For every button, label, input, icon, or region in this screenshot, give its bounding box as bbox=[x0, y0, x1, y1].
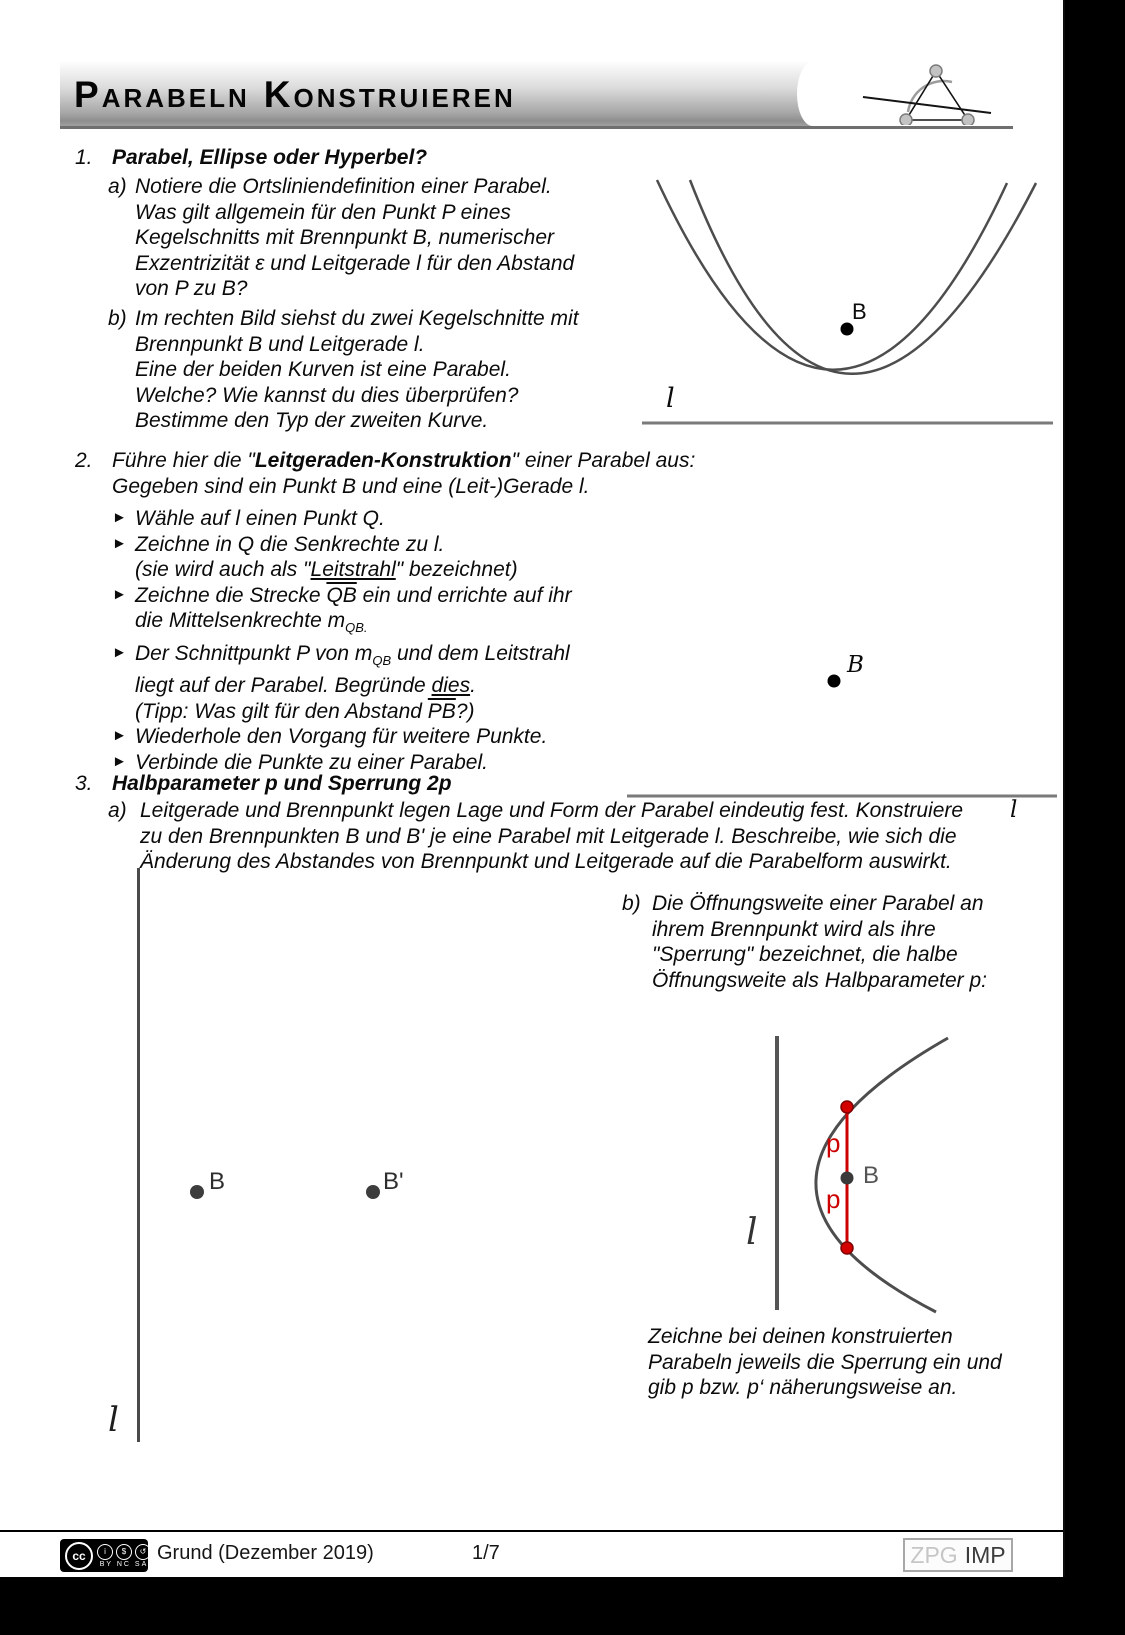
task-1a-line: Kegelschnitts mit Brennpunkt B, numerischer bbox=[135, 226, 555, 249]
task-3b-note bbox=[648, 1324, 1002, 1401]
subscript-qb: QB bbox=[372, 652, 392, 668]
task-1b-label: b) bbox=[108, 307, 127, 330]
task-1b-line: Eine der beiden Kurven ist eine Parabel. bbox=[135, 358, 511, 381]
section-3-number: 3. bbox=[75, 772, 93, 795]
task-3a-line: zu den Brennpunkten B und B' je eine Parabel mit Leitgerade l. Beschreibe, wie sich die bbox=[140, 824, 957, 848]
task-3b bbox=[622, 891, 987, 993]
bullet-item bbox=[112, 532, 572, 583]
bullet-text: Zeichne in Q die Senkrechte zu l. bbox=[135, 532, 445, 556]
footer-credit: Grund (Dezember 2019) bbox=[157, 1542, 374, 1564]
imp-triangle-logo-icon bbox=[851, 63, 1001, 125]
bullet-text-part: (Tipp: Was gilt für den Abstand bbox=[135, 699, 428, 723]
task-1a-label: a) bbox=[108, 175, 127, 198]
bullet-text bbox=[135, 699, 572, 725]
section-1-heading bbox=[75, 145, 427, 171]
bullet-text-part: Zeichne die Strecke bbox=[135, 583, 327, 607]
subscript-qb: QB. bbox=[345, 620, 368, 636]
bullet-text bbox=[135, 557, 572, 583]
cc-dollar-slash-icon: $ bbox=[116, 1544, 132, 1560]
note-line: Zeichne bei deinen konstruierten bbox=[648, 1325, 953, 1348]
title-initial-2: K bbox=[263, 74, 294, 115]
section-2-intro-2: Gegeben sind ein Punkt B und eine (Leit-)Gerade l. bbox=[112, 474, 590, 498]
bullet-text-part: die Mittelsenkrechte m bbox=[135, 609, 346, 632]
bullet-text-part: Der Schnittpunkt P von m bbox=[135, 641, 373, 665]
section-2-number: 2. bbox=[75, 449, 93, 472]
title-word-2: ONSTRUIEREN bbox=[293, 83, 516, 113]
fig4-b-label: B bbox=[863, 1162, 880, 1189]
task-3b-line: Die Öffnungsweite einer Parabel an bbox=[652, 892, 984, 915]
bullet-icon: ► bbox=[112, 643, 127, 661]
segment-qb-notation: $\overline{QB}$ bbox=[326, 583, 357, 607]
bullet-text bbox=[135, 673, 572, 699]
focus-point-b-prime bbox=[366, 1185, 380, 1199]
bullet-text: Wähle auf l einen Punkt Q. bbox=[135, 507, 385, 530]
section-2-intro-pre: Führe hier die " bbox=[112, 449, 255, 472]
task-3b-line: ihrem Brennpunkt wird als ihre bbox=[652, 917, 936, 941]
focus-point-b bbox=[828, 675, 841, 688]
section-1-number: 1. bbox=[75, 146, 93, 169]
halbparameter-p-upper-label: p bbox=[826, 1128, 841, 1158]
bullet-item bbox=[112, 506, 572, 532]
note-line: gib p bzw. p‘ näherungsweise an. bbox=[648, 1376, 958, 1399]
bullet-icon: ► bbox=[112, 727, 127, 745]
imp-label: IMP bbox=[964, 1541, 1006, 1568]
bullet-text-part: (sie wird auch als " bbox=[135, 558, 311, 581]
bullet-text bbox=[135, 583, 572, 609]
sperrung-endpoint-top bbox=[841, 1101, 853, 1113]
task-3b-line: Öffnungsweite als Halbparameter p: bbox=[652, 968, 988, 992]
focus-point-b bbox=[190, 1185, 204, 1199]
bullet-text bbox=[135, 608, 572, 641]
section-2-bullets bbox=[112, 506, 572, 775]
construction-figure bbox=[600, 630, 1060, 820]
sperrung-endpoint-bottom bbox=[841, 1242, 853, 1254]
underlined-term: Leitstrahl bbox=[310, 558, 396, 581]
fig3-b-prime-label: B' bbox=[383, 1168, 404, 1195]
task-3a-line: Änderung des Abstandes von Brennpunkt und Leitgerade auf die Parabelform auswirkt. bbox=[140, 850, 952, 873]
task-1a-line: Exzentrizität ε und Leitgerade l für den Abstand bbox=[135, 251, 575, 275]
page-footer bbox=[0, 1530, 1063, 1577]
focus-point-b bbox=[841, 1172, 854, 1185]
directrix-line-vertical bbox=[137, 868, 140, 1442]
task-1b-line: Brennpunkt B und Leitgerade l. bbox=[135, 332, 425, 356]
underlined-term: dies bbox=[431, 674, 471, 698]
bullet-icon: ► bbox=[112, 752, 127, 770]
fig3-b-label: B bbox=[209, 1168, 226, 1195]
sperrung-figure bbox=[680, 1020, 1000, 1320]
section-2-intro-post: " einer Parabel aus: bbox=[511, 449, 696, 472]
second-conic-curve bbox=[690, 180, 1036, 374]
bullet-icon: ► bbox=[112, 534, 127, 552]
fig4-directrix-label: l bbox=[746, 1212, 758, 1253]
cc-icon: cc bbox=[65, 1542, 93, 1570]
note-line: Parabeln jeweils die Sperrung ein und bbox=[648, 1350, 1002, 1374]
task-1a-line: Was gilt allgemein für den Punkt P eines bbox=[135, 200, 511, 224]
logo-area bbox=[797, 62, 1013, 126]
task-3a-label: a) bbox=[108, 799, 127, 822]
bullet-item bbox=[112, 724, 572, 750]
task-3a bbox=[108, 798, 963, 875]
cc-share-alike-icon: ↺ bbox=[135, 1544, 151, 1560]
title-word-1: ARABELN bbox=[101, 83, 250, 113]
title-bar bbox=[60, 62, 1013, 129]
fig1-focus-label: B bbox=[852, 299, 867, 324]
fig2-directrix-label: l bbox=[1010, 797, 1018, 823]
task-1b-line: Bestimme den Typ der zweiten Kurve. bbox=[135, 409, 489, 432]
cc-person-icon: i bbox=[97, 1544, 113, 1560]
bullet-text: Verbinde die Punkte zu einer Parabel. bbox=[135, 750, 488, 774]
task-1b bbox=[108, 306, 579, 434]
bullet-item bbox=[112, 583, 572, 641]
bullet-text-part: und dem Leitstrahl bbox=[391, 641, 570, 665]
section-1-title: Parabel, Ellipse oder Hyperbel? bbox=[112, 146, 428, 169]
bullet-text-part: " bezeichnet) bbox=[395, 558, 518, 581]
segment-pb-notation: $\overline{PB}$ bbox=[427, 699, 456, 723]
section-3-heading bbox=[75, 771, 452, 797]
bullet-text-part: . bbox=[470, 674, 476, 698]
bullet-item bbox=[112, 641, 572, 725]
section-2-intro-bold: Leitgeraden-Konstruktion bbox=[254, 449, 512, 472]
bullet-text bbox=[135, 641, 572, 674]
cc-by-nc-sa-label: BY NC SA bbox=[99, 1560, 149, 1568]
parabola-curve bbox=[657, 180, 1007, 370]
task-1a bbox=[108, 174, 574, 302]
cc-license-badge bbox=[60, 1539, 148, 1572]
task-3b-line: "Sperrung" bezeichnet, die halbe bbox=[652, 943, 958, 966]
task-1b-line: Im rechten Bild siehst du zwei Kegelschnitte mit bbox=[135, 307, 579, 330]
bullet-text-part: liegt auf der Parabel. Begründe bbox=[135, 674, 432, 698]
fig2-focus-label: B bbox=[847, 652, 864, 678]
bullet-icon: ► bbox=[112, 585, 127, 603]
task-3b-label: b) bbox=[622, 892, 641, 915]
page-title bbox=[74, 62, 516, 126]
footer-page-number: 1/7 bbox=[472, 1542, 500, 1564]
halbparameter-p-lower-label: p bbox=[826, 1184, 841, 1214]
fig3-directrix-label: l bbox=[108, 1400, 119, 1440]
cc-sub-icons bbox=[97, 1544, 151, 1568]
task-1b-line: Welche? Wie kannst du dies überprüfen? bbox=[135, 383, 519, 407]
task-3a-line: Leitgerade und Brennpunkt legen Lage und Form der Parabel eindeutig fest. Konstruiere bbox=[140, 799, 964, 822]
task-1a-line: Notiere die Ortsliniendefinition einer Parabel. bbox=[135, 175, 552, 198]
title-initial-1: P bbox=[74, 74, 102, 115]
section-2-heading bbox=[75, 448, 695, 499]
zpg-imp-badge bbox=[903, 1538, 1013, 1572]
bullet-text-part: ?) bbox=[455, 699, 475, 723]
parabola-curve bbox=[816, 1038, 948, 1312]
bullet-icon: ► bbox=[112, 509, 127, 526]
task-1a-line: von P zu B? bbox=[135, 277, 248, 300]
fig1-directrix-label: l bbox=[666, 383, 675, 414]
bullet-text-part: ein und errichte auf ihr bbox=[356, 583, 572, 607]
section-3-title: Halbparameter p und Sperrung 2p bbox=[112, 772, 452, 795]
bullet-text: Wiederhole den Vorgang für weitere Punkte. bbox=[135, 725, 548, 749]
zpg-label: ZPG bbox=[910, 1541, 958, 1568]
